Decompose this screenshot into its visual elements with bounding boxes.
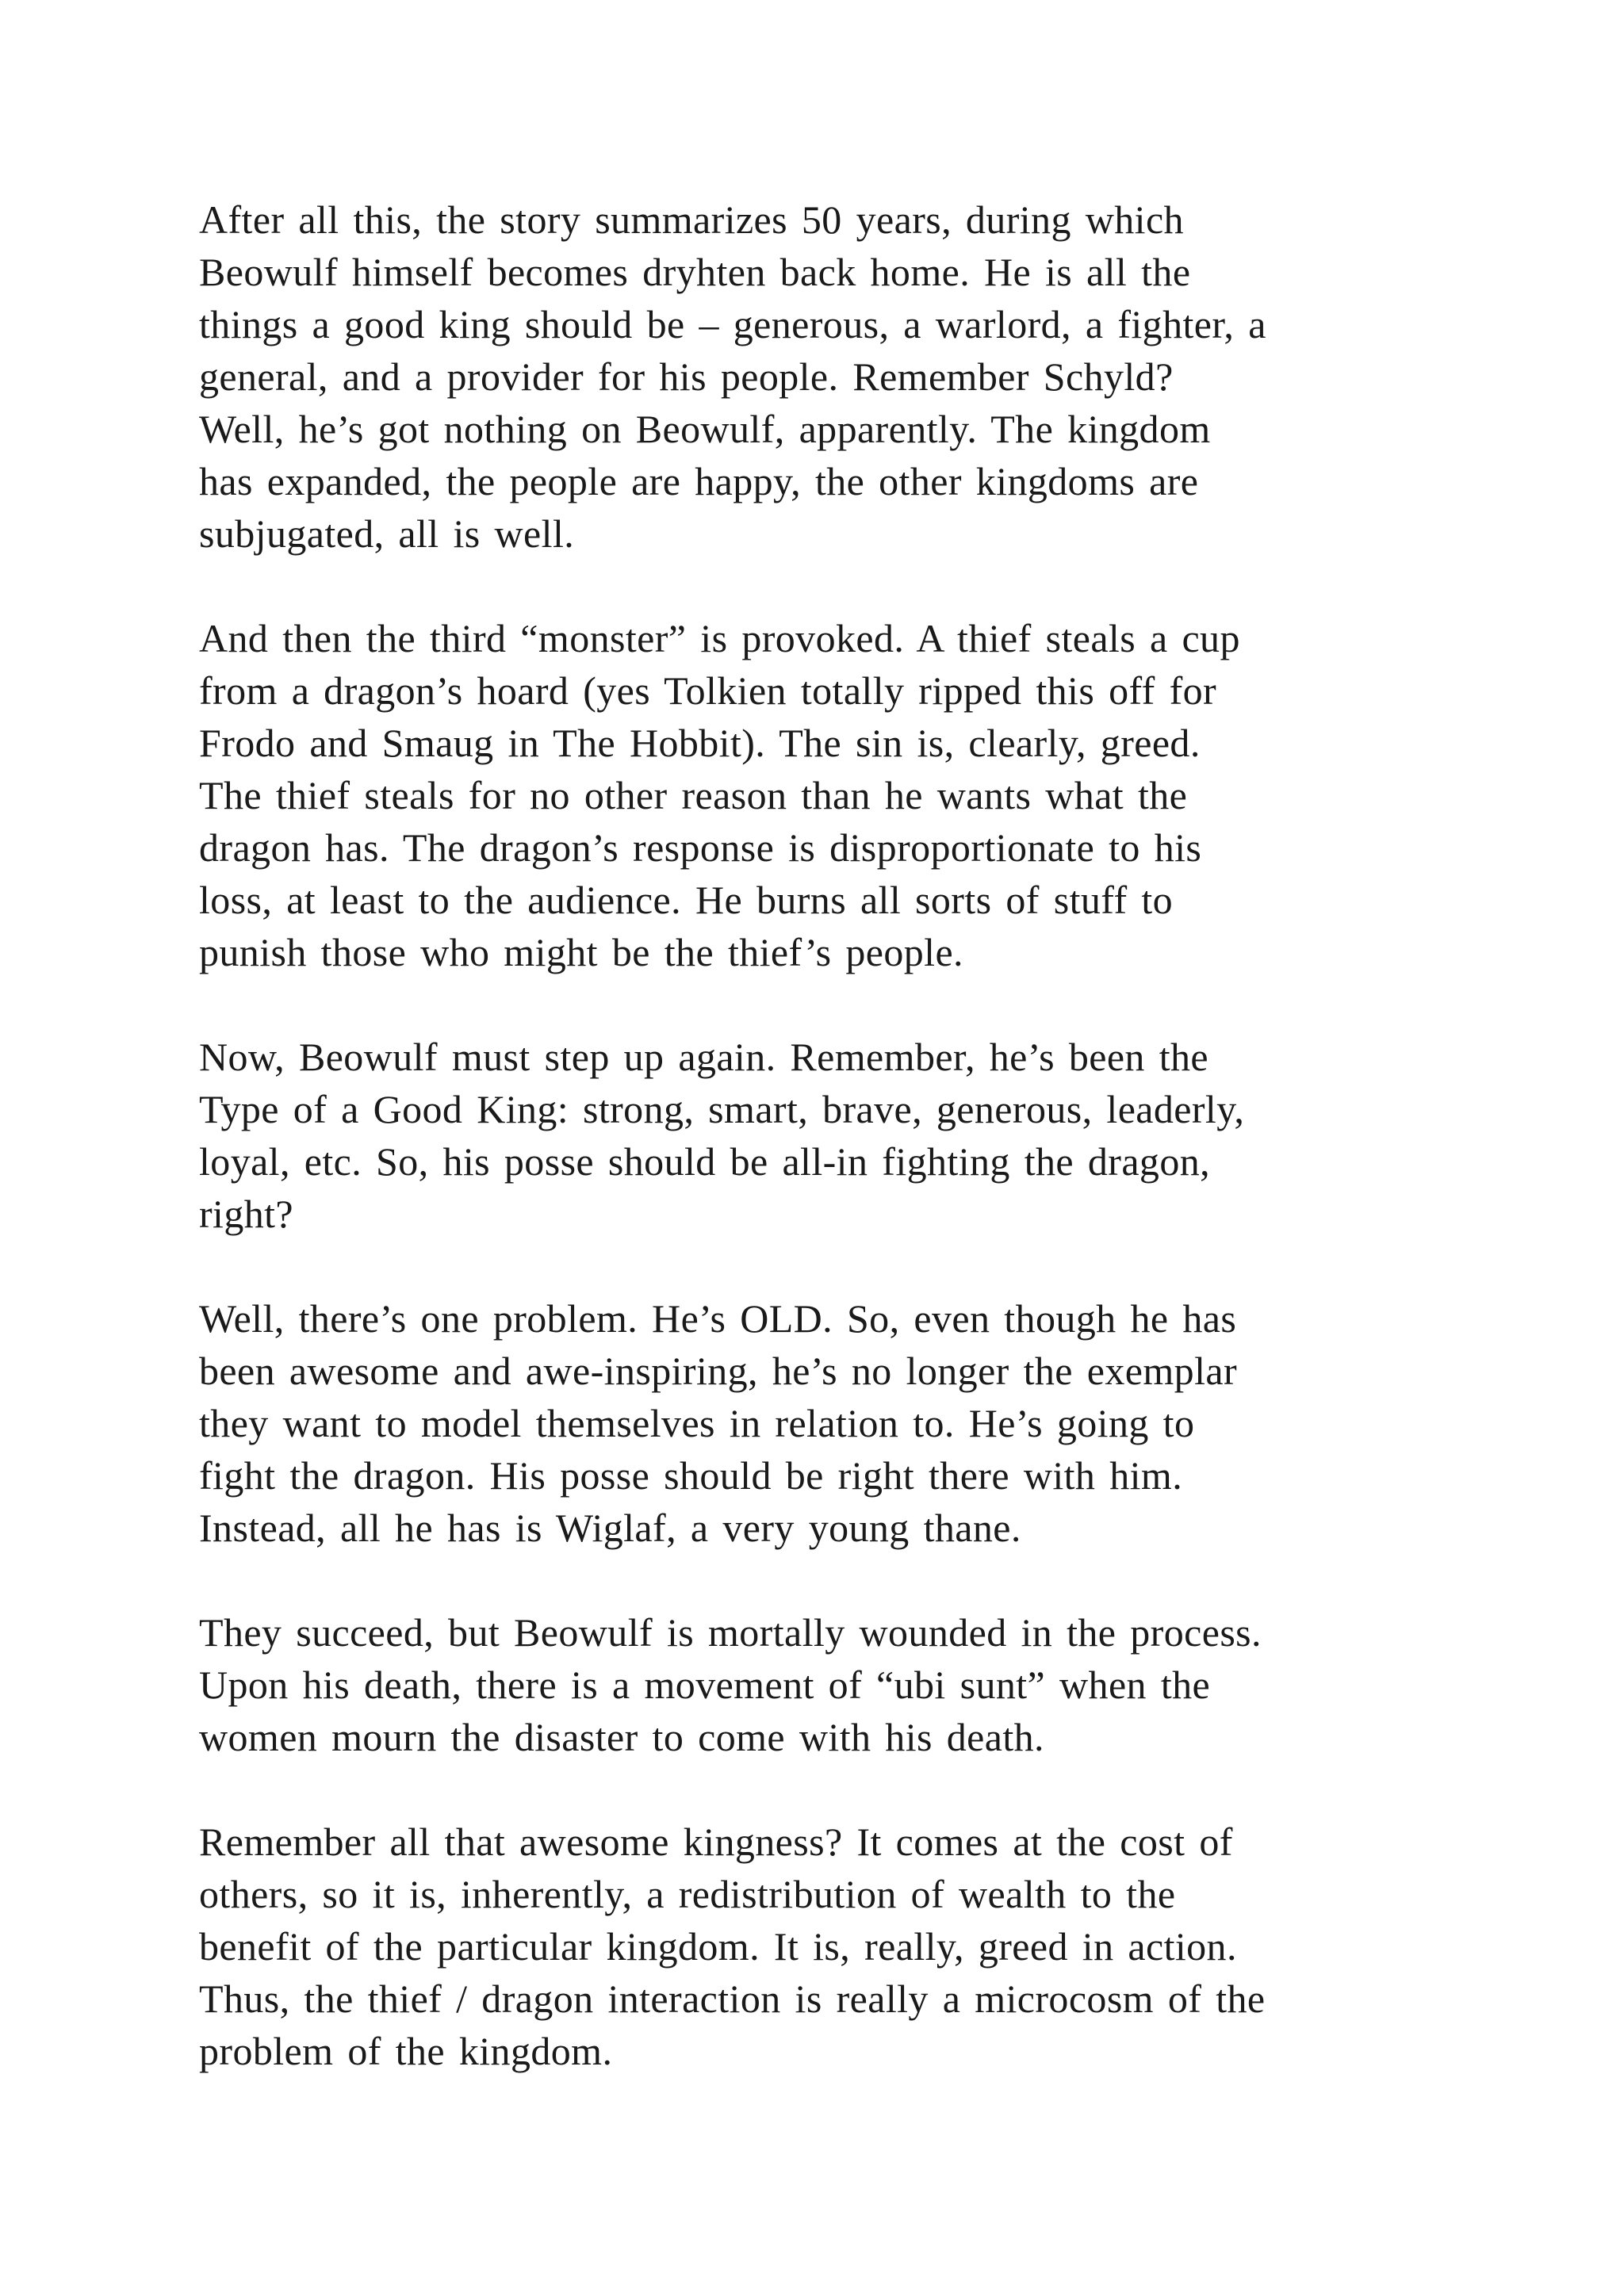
text-line: benefit of the particular kingdom. It is, really, greed in action.: [199, 1924, 1237, 1969]
paragraph-6: [199, 1816, 1484, 2077]
text-line: from a dragon’s hoard (yes Tolkien totally ripped this off for: [199, 668, 1217, 713]
paragraph-3: [199, 1031, 1484, 1240]
text-line: right?: [199, 1192, 294, 1236]
text-line: general, and a provider for his people. Remember Schyld?: [199, 354, 1174, 399]
text-line: Type of a Good King: strong, smart, brave, generous, leaderly,: [199, 1087, 1245, 1131]
text-line: loss, at least to the audience. He burns all sorts of stuff to: [199, 878, 1174, 922]
text-line: fight the dragon. His posse should be right there with him.: [199, 1453, 1183, 1498]
text-line: Instead, all he has is Wiglaf, a very young thane.: [199, 1506, 1021, 1550]
text-line: others, so it is, inherently, a redistribution of wealth to the: [199, 1872, 1176, 1916]
text-line: punish those who might be the thief’s people.: [199, 930, 963, 974]
paragraph-2: [199, 612, 1484, 978]
text-line: Upon his death, there is a movement of “ubi sunt” when the: [199, 1663, 1211, 1707]
text-line: dragon has. The dragon’s response is disproportionate to his: [199, 825, 1202, 870]
document-body: [199, 193, 1484, 2077]
text-line: Frodo and Smaug in The Hobbit). The sin is, clearly, greed.: [199, 721, 1201, 765]
text-line: Well, there’s one problem. He’s OLD. So, even though he has: [199, 1296, 1237, 1341]
text-line: Remember all that awesome kingness? It comes at the cost of: [199, 1820, 1233, 1864]
text-line: women mourn the disaster to come with his death.: [199, 1715, 1044, 1759]
paragraph-4: [199, 1292, 1484, 1554]
text-line: they want to model themselves in relation to. He’s going to: [199, 1401, 1195, 1445]
text-line: They succeed, but Beowulf is mortally wounded in the process.: [199, 1610, 1262, 1655]
text-line: been awesome and awe-inspiring, he’s no longer the exemplar: [199, 1349, 1238, 1393]
text-line: things a good king should be – generous, a warlord, a fighter, a: [199, 302, 1266, 346]
text-line: Now, Beowulf must step up again. Remember, he’s been the: [199, 1035, 1208, 1079]
text-line: subjugated, all is well.: [199, 511, 575, 556]
text-line: After all this, the story summarizes 50 years, during which: [199, 197, 1184, 242]
text-line: Beowulf himself becomes dryhten back home. He is all the: [199, 250, 1191, 294]
paragraph-1: [199, 193, 1484, 560]
paragraph-5: [199, 1606, 1484, 1763]
text-line: Thus, the thief / dragon interaction is really a microcosm of the: [199, 1976, 1266, 2021]
text-line: loyal, etc. So, his posse should be all-in fighting the dragon,: [199, 1139, 1211, 1184]
text-line: And then the third “monster” is provoked. A thief steals a cup: [199, 616, 1240, 660]
text-line: Well, he’s got nothing on Beowulf, apparently. The kingdom: [199, 407, 1211, 451]
text-line: problem of the kingdom.: [199, 2029, 613, 2073]
text-line: has expanded, the people are happy, the other kingdoms are: [199, 459, 1199, 503]
text-line: The thief steals for no other reason than he wants what the: [199, 773, 1188, 817]
